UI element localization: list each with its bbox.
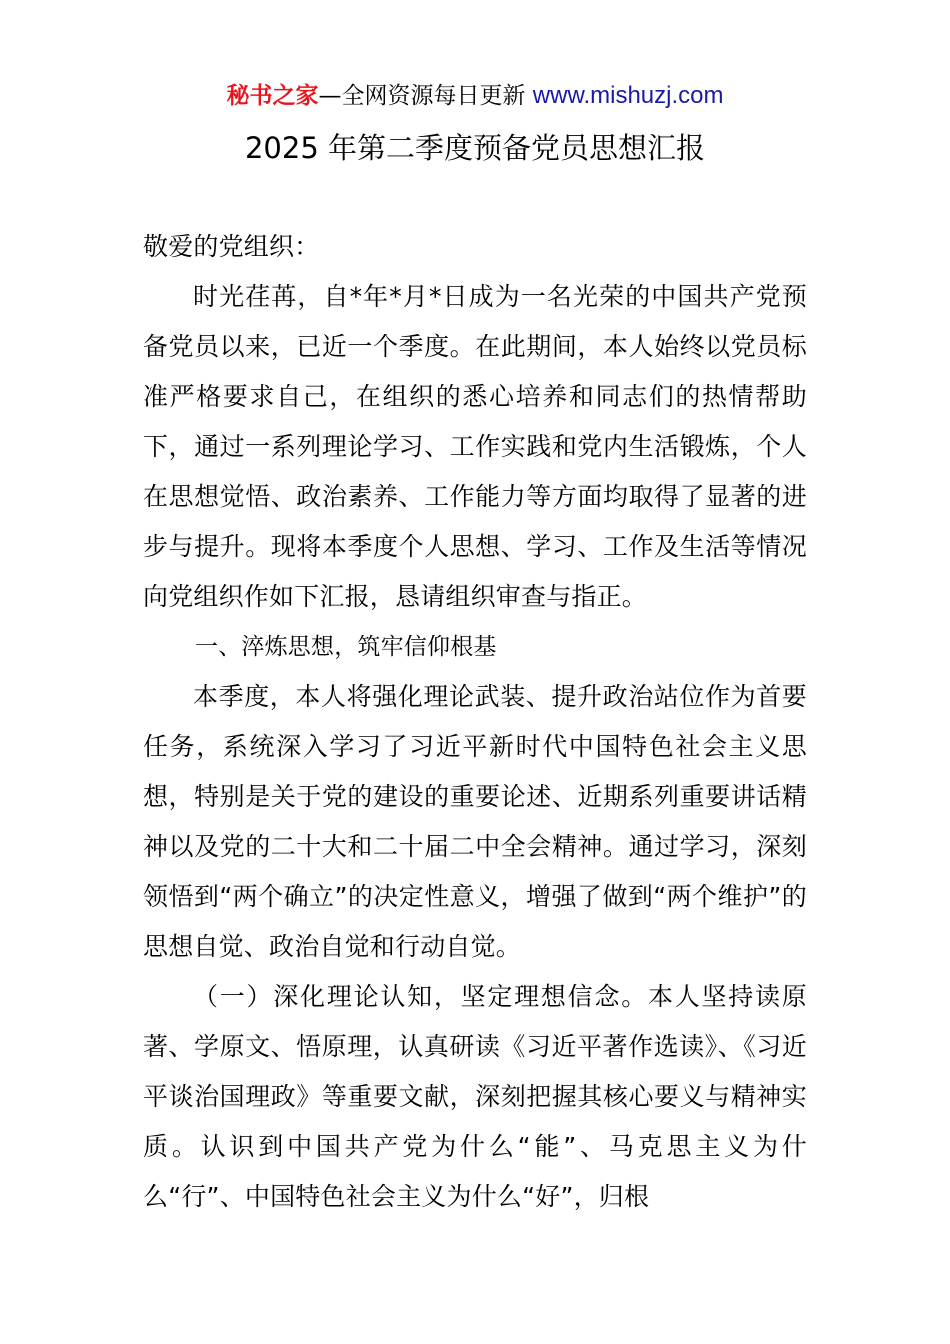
salutation: 敬爱的党组织： bbox=[143, 232, 320, 261]
brand-name: 秘书之家 bbox=[226, 83, 319, 109]
document-title: 2025 年第二季度预备党员思想汇报 bbox=[244, 131, 706, 165]
header-tagline: —全网资源每日更新 bbox=[318, 83, 526, 109]
document-body bbox=[143, 222, 807, 1222]
paragraph-subsection-1: （一）深化理论认知，坚定理想信念。本人坚持读原著、学原文、悟原理，认真研读《习近平著作选读》、《习近平谈治国理政》等重要文献，深刻把握其核心要义与精神实质。认识到中国共产党为什么“能”、马克思主义为什么“行”、中国特色社会主义为什么“好”，归根 bbox=[143, 982, 807, 1211]
site-header bbox=[0, 80, 950, 112]
paragraph-intro: 时光荏苒，自*年*月*日成为一名光荣的中国共产党预备党员以来，已近一个季度。在此期间，本人始终以党员标准严格要求自己，在组织的悉心培养和同志们的热情帮助下，通过一系列理论学习、工作实践和党内生活锻炼，个人在思想觉悟、政治素养、工作能力等方面均取得了显著的进步与提升。现将本季度个人思想、学习、工作及生活等情况向党组织作如下汇报，恳请组织审查与指正。 bbox=[143, 282, 807, 611]
section-heading-1: 一、淬炼思想，筑牢信仰根基 bbox=[195, 634, 497, 660]
site-url-link[interactable]: www.mishuzj.com bbox=[532, 82, 724, 109]
paragraph-section-1: 本季度，本人将强化理论武装、提升政治站位作为首要任务，系统深入学习了习近平新时代中国特色社会主义思想，特别是关于党的建设的重要论述、近期系列重要讲话精神以及党的二十大和二十届二中全会精神。通过学习，深刻领悟到“两个确立”的决定性意义，增强了做到“两个维护”的思想自觉、政治自觉和行动自觉。 bbox=[143, 682, 807, 961]
